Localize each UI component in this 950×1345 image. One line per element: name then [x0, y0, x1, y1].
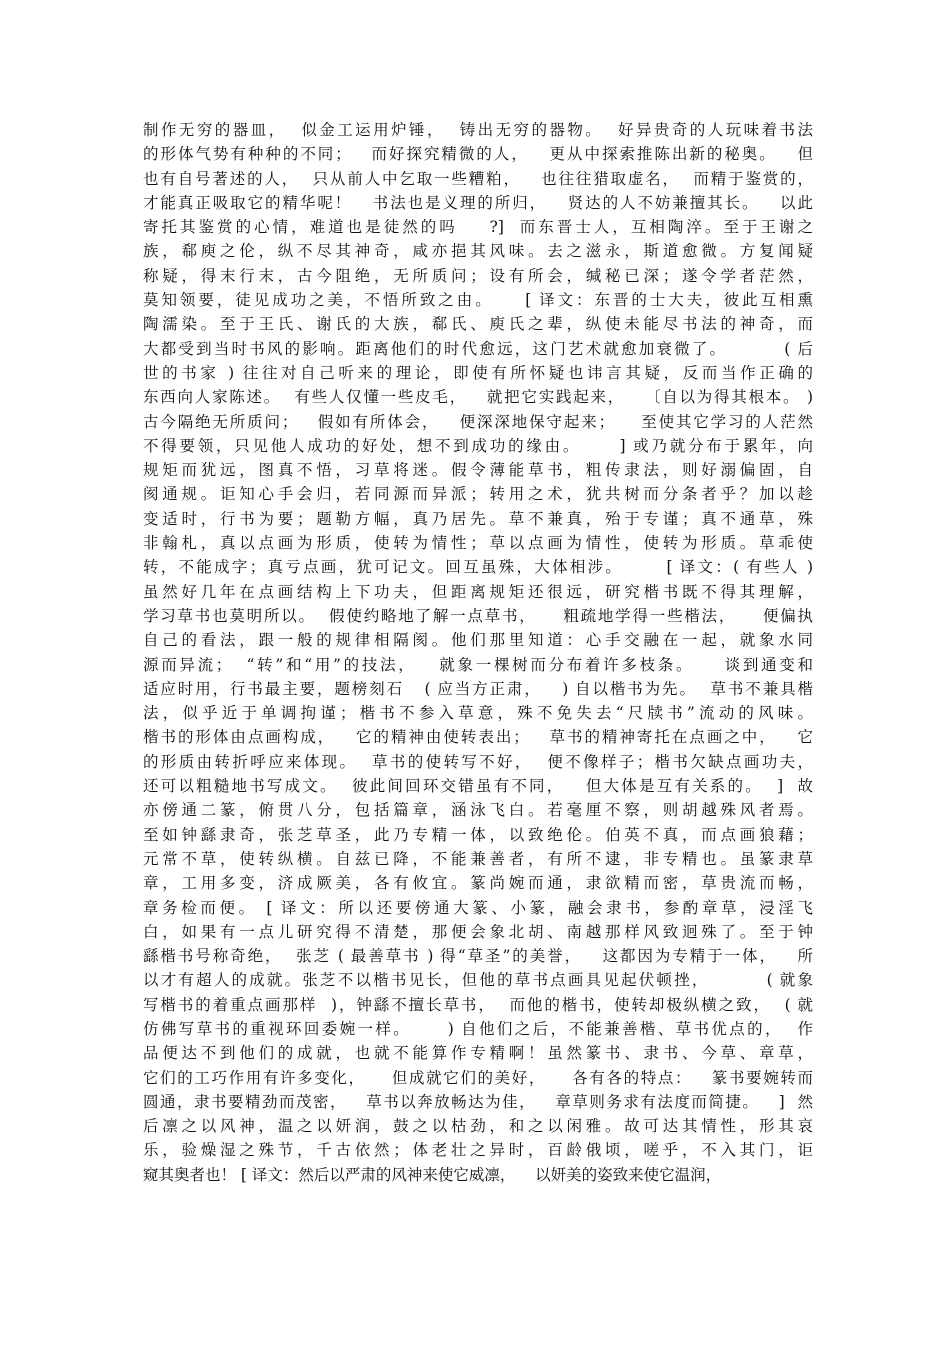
text-line: 才能真正吸取它的精华呢！ 书法也是义理的所归， 贤达的人不妨兼擅其长。 以此 — [143, 193, 813, 212]
text-line: 莫知领要，徒见成功之美，不悟所致之由。 [ 译文：东晋的士大夫，彼此互相熏 — [143, 291, 813, 310]
text-line: 法，似乎近于单调拘谨；楷书不参入草意，殊不免失去“尺牍书”流动的风味。 — [143, 704, 813, 723]
text-line: 仿佛写草书的重视环回委婉一样。 ) 自他们之后，不能兼善楷、草书优点的， 作 — [143, 1019, 813, 1038]
text-line: 学习草书也莫明所以。 假使约略地了解一点草书， 粗疏地学得一些楷法， 便偏执 — [143, 606, 813, 625]
text-line: 的形体气势有种种的不同； 而好探究精微的人， 更从中探索推陈出新的秘奥。 但 — [143, 145, 813, 164]
text-line: 自己的看法，跟一般的规律相隔阂。他们那里知道：心手交融在一起，就象水同 — [143, 631, 813, 650]
text-line: 源而异流； “转”和“用”的技法， 就象一棵树而分布着许多枝条。 谈到通变和 — [143, 655, 813, 674]
text-line: 后凛之以风神，温之以妍润，鼓之以枯劲，和之以闲雅。故可达其情性，形其哀 — [143, 1117, 813, 1136]
text-line: 至如钟繇隶奇，张芝草圣，此乃专精一体，以致绝伦。伯英不真，而点画狼藉； — [143, 825, 813, 844]
text-line: 适应时用，行书最主要，题榜刻石 ( 应当方正肃， ) 自以楷书为先。 草书不兼具楷 — [143, 679, 813, 698]
text-line: 窥其奥者也！ [ 译文：然后以严肃的风神来使它威凛， 以妍美的姿致来使它温润， — [143, 1165, 722, 1184]
text-line: 非翰札，真以点画为形质，使转为情性；草以点画为情性，使转为形质。草乖使 — [143, 534, 813, 553]
text-line: 白，如果有一点儿研究得不清楚，那便会象北胡、南越那样风致迥殊了。至于钟 — [143, 922, 813, 941]
text-line: 虽然好几年在点画结构上下功夫，但距离规矩还很远，研究楷书既不得其理解， — [143, 582, 813, 601]
text-line: 也有自号著述的人， 只从前人中乞取一些糟粕， 也往往猎取虚名， 而精于鉴赏的， — [143, 169, 813, 188]
text-line: 规矩而犹远，图真不悟，习草将迷。假令薄能草书，粗传隶法，则好溺偏固，自 — [143, 461, 813, 480]
text-line: 章，工用多变，济成厥美，各有攸宜。篆尚婉而通，隶欲精而密，草贵流而畅， — [143, 874, 813, 893]
text-line: 繇楷书号称奇绝， 张芝 ( 最善草书 ) 得“草圣”的美誉， 这都因为专精于一体， 所 — [143, 947, 813, 966]
text-line: 以才有超人的成就。张芝不以楷书见长，但他的草书点画具见起伏顿挫， ( 就象 — [143, 971, 813, 990]
text-line: 大都受到当时书风的影响。距离他们的时代愈远，这门艺术就愈加衰微了。 ( 后 — [143, 339, 813, 358]
text-line: 不得要领，只见他人成功的好处，想不到成功的缘由。 ] 或乃就分布于累年，向 — [143, 436, 813, 455]
text-line: 还可以粗糙地书写成文。 彼此间回环交错虽有不同， 但大体是互有关系的。 ] 故 — [143, 777, 813, 796]
text-line: 写楷书的着重点画那样 )，钟繇不擅长草书， 而他的楷书，使转却极纵横之致， ( 就 — [143, 995, 813, 1014]
text-line: 品便达不到他们的成就，也就不能算作专精啊！虽然篆书、隶书、今草、章草， — [143, 1044, 813, 1063]
text-line: 转，不能成字；真亏点画，犹可记文。回互虽殊，大体相涉。 [ 译文：( 有些人 ) — [143, 558, 813, 577]
text-line: 称疑，得末行末，古今阻绝，无所质问；设有所会，缄秘已深；遂令学者茫然， — [143, 266, 813, 285]
text-line: 陶濡染。至于王氏、谢氏的大族，郗氏、庾氏之辈，纵使未能尽书法的神奇，而 — [143, 315, 813, 334]
text-line: 亦傍通二篆，俯贯八分，包括篇章，涵泳飞白。若毫厘不察，则胡越殊风者焉。 — [143, 801, 813, 820]
text-line: 楷书的形体由点画构成， 它的精神由使转表出； 草书的精神寄托在点画之中， 它 — [143, 728, 813, 747]
text-line: 的形质由转折呼应来体现。 草书的使转写不好， 便不像样子；楷书欠缺点画功夫， — [143, 752, 813, 771]
text-line: 寄托其鉴赏的心情，难道也是徒然的吗 ?] 而东晋士人，互相陶淬。至于王谢之 — [143, 218, 813, 237]
text-line: 世的书家 ) 往往对自己听来的理论，即使有所怀疑也讳言其疑，反而当作正确的 — [143, 363, 813, 382]
text-line: 古今隔绝无所质问； 假如有所体会， 便深深地保守起来； 至使其它学习的人茫然 — [143, 412, 813, 431]
text-line: 阂通规。讵知心手会归，若同源而异派；转用之术，犹共树而分条者乎？加以趁 — [143, 485, 813, 504]
body-text — [143, 118, 813, 1187]
text-line: 族，郗庾之伦，纵不尽其神奇，咸亦挹其风味。去之滋永，斯道愈微。方复闻疑 — [143, 242, 813, 261]
text-line: 乐，验燥湿之殊节，千古依然；体老壮之异时，百龄俄顷，嗟乎，不入其门，讵 — [143, 1141, 813, 1160]
text-line: 章务检而便。 [ 译文：所以还要傍通大篆、小篆，融会隶书，参酌章草，浸淫飞 — [143, 898, 813, 917]
text-line: 变适时，行书为要；题勒方幅，真乃居先。草不兼真，殆于专谨；真不通草，殊 — [143, 509, 813, 528]
text-line: 东西向人家陈述。 有些人仅懂一些皮毛， 就把它实践起来， 〔自以为得其根本。 ) — [143, 388, 813, 407]
text-line: 元常不草，使转纵横。自兹已降，不能兼善者，有所不逮，非专精也。虽篆隶草 — [143, 849, 813, 868]
text-line: 圆通，隶书要精劲而茂密， 草书以奔放畅达为佳， 章草则务求有法度而简捷。 ] 然 — [143, 1092, 813, 1111]
text-line: 它们的工巧作用有许多变化， 但成就它们的美好， 各有各的特点： 篆书要婉转而 — [143, 1068, 813, 1087]
text-line: 制作无穷的器皿， 似金工运用炉锤， 铸出无穷的器物。 好异贵奇的人玩味着书法 — [143, 121, 813, 139]
